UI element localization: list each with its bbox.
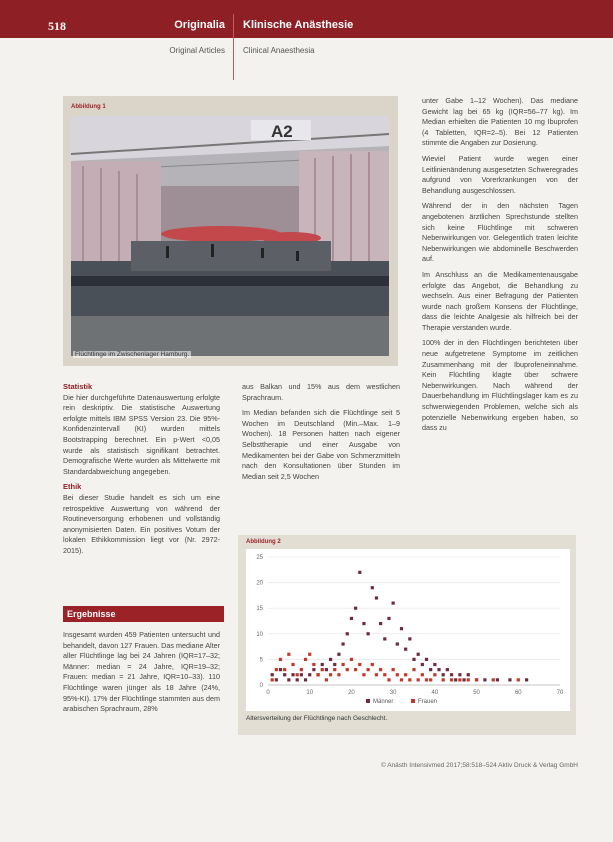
data-point-frauen xyxy=(458,678,461,681)
data-point-frauen xyxy=(450,678,453,681)
statistik-text: Die hier durchgeführte Datenauswertung erfolgte rein deskriptiv. Die statistische Auswertung erfolgte mittels IBM SPSS Version 23. Die 95%-Konfidenzintervall (KI) wurden mittels Bootstrapping berechnet. Ein p-Wert <0,05 wurde als statistisch signifikant betrachtet. Demografische Werte wurden als Mittelwerte mit Standardabweichung angegeben. xyxy=(63,392,220,476)
y-tick-label: 20 xyxy=(256,580,263,587)
data-point-maenner xyxy=(408,637,411,640)
figure-2-caption: Altersverteilung der Flüchtlinge nach Geschlecht. xyxy=(246,715,388,722)
data-point-maenner xyxy=(329,658,332,661)
header-divider xyxy=(233,14,234,80)
data-point-maenner xyxy=(358,571,361,574)
ergebnisse-column xyxy=(63,630,220,720)
data-point-maenner xyxy=(367,632,370,635)
data-point-frauen xyxy=(379,668,382,671)
right-text-3: Während der in den nächsten Tagen angebotenen ärztlichen Sprechstunde stellten sich keine Flüchtlinge mit schweren Nebenwirkungen vor. Gelegentlich traten leichte Nebenwirkungen wie abdominelle Beschwerden auf. xyxy=(422,201,578,264)
data-point-frauen xyxy=(475,678,478,681)
data-point-maenner xyxy=(525,678,528,681)
data-point-frauen xyxy=(442,678,445,681)
data-point-frauen xyxy=(433,673,436,676)
figure-2-label: Abbildung 2 xyxy=(246,539,281,545)
data-point-maenner xyxy=(371,586,374,589)
x-tick-label: 20 xyxy=(348,690,355,696)
data-point-frauen xyxy=(417,678,420,681)
right-text-5: 100% der in den Flüchtlingen berichteten über neue aufgetretene Symptome im zeitlichen Zusammenhang mit der Ibuprofeneinnahme. Kein Flüchtling klagte über schwere Nebenwirkungen. Nach während der Dauerbehandlung im Flüchtlingslager kam es zu schwerwiegenden Problemen, welche sich als potenzielle Nebenwirkung ergeben haben, so dass zu xyxy=(422,338,578,433)
legend-swatch xyxy=(411,699,415,703)
data-point-maenner xyxy=(300,673,303,676)
legend-label: Männer xyxy=(373,699,394,705)
data-point-frauen xyxy=(279,658,282,661)
data-point-frauen xyxy=(329,673,332,676)
middle-text-1: aus Balkan und 15% aus dem westlichen Sprachraum. xyxy=(242,382,400,402)
data-point-maenner xyxy=(350,617,353,620)
data-point-maenner xyxy=(354,607,357,610)
data-point-frauen xyxy=(383,673,386,676)
data-point-maenner xyxy=(412,658,415,661)
data-point-frauen xyxy=(333,668,336,671)
y-tick-label: 10 xyxy=(256,631,263,638)
data-point-maenner xyxy=(346,632,349,635)
data-point-frauen xyxy=(287,653,290,656)
figure-1 xyxy=(63,96,398,366)
data-point-maenner xyxy=(287,678,290,681)
data-point-frauen xyxy=(396,673,399,676)
data-point-frauen xyxy=(375,673,378,676)
data-point-maenner xyxy=(312,668,315,671)
data-point-maenner xyxy=(362,622,365,625)
ergebnisse-heading: Ergebnisse xyxy=(63,606,224,622)
data-point-maenner xyxy=(458,673,461,676)
data-point-frauen xyxy=(325,678,328,681)
data-point-maenner xyxy=(387,617,390,620)
figure-1-caption: Flüchtlinge im Zwischenlager Hamburg. xyxy=(75,351,190,358)
data-point-frauen xyxy=(337,673,340,676)
data-point-maenner xyxy=(291,673,294,676)
page-number: 518 xyxy=(48,19,66,33)
hangar-photo xyxy=(71,116,389,356)
data-point-maenner xyxy=(379,622,382,625)
data-point-maenner xyxy=(446,668,449,671)
x-tick-label: 40 xyxy=(431,690,439,696)
data-point-maenner xyxy=(279,668,282,671)
data-point-maenner xyxy=(429,668,432,671)
hangar-photo-drawing xyxy=(71,116,389,356)
data-point-maenner xyxy=(450,673,453,676)
data-point-maenner xyxy=(421,663,424,666)
data-point-maenner xyxy=(404,648,407,651)
data-point-frauen xyxy=(304,658,307,661)
data-point-maenner xyxy=(325,668,328,671)
data-point-maenner xyxy=(271,673,274,676)
right-text-4: Im Anschluss an die Medikamentenausgabe erfolgte das Angebot, die Behandlung zu wechseln. Aus einer Befragung der Patienten wurde nach großem Konsens der Flüchtlinge, dass die leichte Analgesie als hilfreich bei der Therapie verstanden wurde. xyxy=(422,269,578,332)
data-point-maenner xyxy=(417,653,420,656)
ethik-text: Bei dieser Studie handelt es sich um eine retrospektive Auswertung von während der Routineversorgung erhobenen und vollständig anonymisierten Daten. Ein positives Votum der lokalen Ethikkommission liegt vor (Nr. 2972-2015). xyxy=(63,492,220,555)
data-point-maenner xyxy=(333,663,336,666)
data-point-frauen xyxy=(350,658,353,661)
data-point-maenner xyxy=(483,678,486,681)
x-tick-label: 70 xyxy=(556,690,564,696)
data-point-frauen xyxy=(412,668,415,671)
data-point-frauen xyxy=(425,678,428,681)
data-point-frauen xyxy=(312,663,315,666)
data-point-maenner xyxy=(304,678,307,681)
right-text-1: unter Gabe 1–12 Wochen). Das mediane Gewicht lag bei 65 kg (IQR=56–77 kg). Im Median erhielten die Patienten 10 mg Ibuprofen (4 Tabletten, IQR=2–5). Bei 12 Patienten stimmte die Angaben zur Dosierung. xyxy=(422,96,578,148)
legend-label: Frauen xyxy=(418,699,438,705)
ethik-heading: Ethik xyxy=(63,482,82,492)
data-point-frauen xyxy=(408,678,411,681)
data-point-maenner xyxy=(442,673,445,676)
data-point-maenner xyxy=(508,678,511,681)
chart-area xyxy=(246,549,570,711)
data-point-maenner xyxy=(462,678,465,681)
data-point-frauen xyxy=(358,663,361,666)
data-point-frauen xyxy=(429,678,432,681)
data-point-frauen xyxy=(316,673,319,676)
x-tick-label: 10 xyxy=(306,690,314,696)
figure-2 xyxy=(238,535,576,735)
x-tick-label: 30 xyxy=(389,690,397,696)
data-point-frauen xyxy=(367,668,370,671)
data-point-maenner xyxy=(283,673,286,676)
data-point-maenner xyxy=(437,668,440,671)
data-point-frauen xyxy=(283,668,286,671)
data-point-maenner xyxy=(433,663,436,666)
svg-text:A2: A2 xyxy=(271,122,293,141)
x-tick-label: 50 xyxy=(473,690,480,696)
data-point-frauen xyxy=(492,678,495,681)
legend-swatch xyxy=(366,699,370,703)
data-point-frauen xyxy=(296,673,299,676)
data-point-maenner xyxy=(321,663,324,666)
data-point-maenner xyxy=(341,642,344,645)
journal-section-title: Klinische Anästhesie xyxy=(243,19,354,31)
footer-citation: © Anästh Intensivmed 2017;58:518–524 Aktiv Druck & Verlag GmbH xyxy=(380,762,578,769)
data-point-frauen xyxy=(271,678,274,681)
data-point-frauen xyxy=(362,673,365,676)
data-point-frauen xyxy=(354,668,357,671)
data-point-maenner xyxy=(454,678,457,681)
data-point-maenner xyxy=(396,642,399,645)
data-point-frauen xyxy=(404,673,407,676)
data-point-frauen xyxy=(517,678,520,681)
y-tick-label: 25 xyxy=(256,555,263,561)
data-point-frauen xyxy=(341,663,344,666)
x-tick-label: 60 xyxy=(514,690,522,696)
left-column xyxy=(63,382,220,562)
data-point-frauen xyxy=(300,668,303,671)
scatter-chart xyxy=(246,549,570,711)
data-point-maenner xyxy=(275,678,278,681)
y-tick-label: 15 xyxy=(256,606,263,613)
y-tick-label: 0 xyxy=(259,683,263,689)
data-point-frauen xyxy=(387,678,390,681)
data-point-maenner xyxy=(425,658,428,661)
data-point-frauen xyxy=(291,663,294,666)
data-point-maenner xyxy=(392,601,395,604)
statistik-heading: Statistik xyxy=(63,382,93,391)
figure-1-label: Abbildung 1 xyxy=(71,104,106,110)
data-point-frauen xyxy=(400,678,403,681)
right-text-2: Wieviel Patient wurde wegen einer Leitlinienänderung ausgesetzten Schweregrades aufgrund von Vorerkrankungen von der Behandlung ausgeschlossen. xyxy=(422,153,578,195)
data-point-maenner xyxy=(337,653,340,656)
data-point-maenner xyxy=(296,678,299,681)
ergebnisse-text: Insgesamt wurden 459 Patienten untersucht und behandelt, davon 127 Frauen. Das mediane Alter aller Flüchtlinge lag bei 24 Jahren (IQR=17–32; Männer: median = 24 Jahre, IQR=19–32; Frauen: median = 21 Jahre, IQR=10–33). 110 Flüchtlinge waren jünger als 18 Jahre (24%, 95%-KI). 17% der Flüchtlinge stammten aus dem arabischen Sprachraum, 28% xyxy=(63,630,220,714)
middle-text-2: Im Median befanden sich die Flüchtlinge seit 5 Wochen im Deutschland (Min.–Max. 1–9 Wochen). 18 Personen hatten nach eigener Selbsttherapie und einer Ausgabe von Medikamenten bei der Gabe von Schmerzmitteln nach den Konsultationen über Stunden im Median seit 2,5 Wochen xyxy=(242,408,400,481)
data-point-maenner xyxy=(383,637,386,640)
data-point-frauen xyxy=(371,663,374,666)
y-tick-label: 5 xyxy=(259,657,263,664)
right-column xyxy=(422,96,578,439)
data-point-frauen xyxy=(467,678,470,681)
data-point-frauen xyxy=(346,668,349,671)
section-label: Originalia xyxy=(174,19,225,31)
data-point-frauen xyxy=(321,668,324,671)
data-point-maenner xyxy=(308,673,311,676)
data-point-maenner xyxy=(375,596,378,599)
data-point-frauen xyxy=(392,668,395,671)
data-point-frauen xyxy=(275,668,278,671)
subheader-left: Original Articles xyxy=(169,46,225,55)
x-tick-label: 0 xyxy=(266,690,270,696)
data-point-maenner xyxy=(467,673,470,676)
data-point-maenner xyxy=(496,678,499,681)
data-point-maenner xyxy=(400,627,403,630)
data-point-frauen xyxy=(421,673,424,676)
subheader-right: Clinical Anaesthesia xyxy=(243,46,315,55)
data-point-frauen xyxy=(308,653,311,656)
middle-column xyxy=(242,382,400,487)
